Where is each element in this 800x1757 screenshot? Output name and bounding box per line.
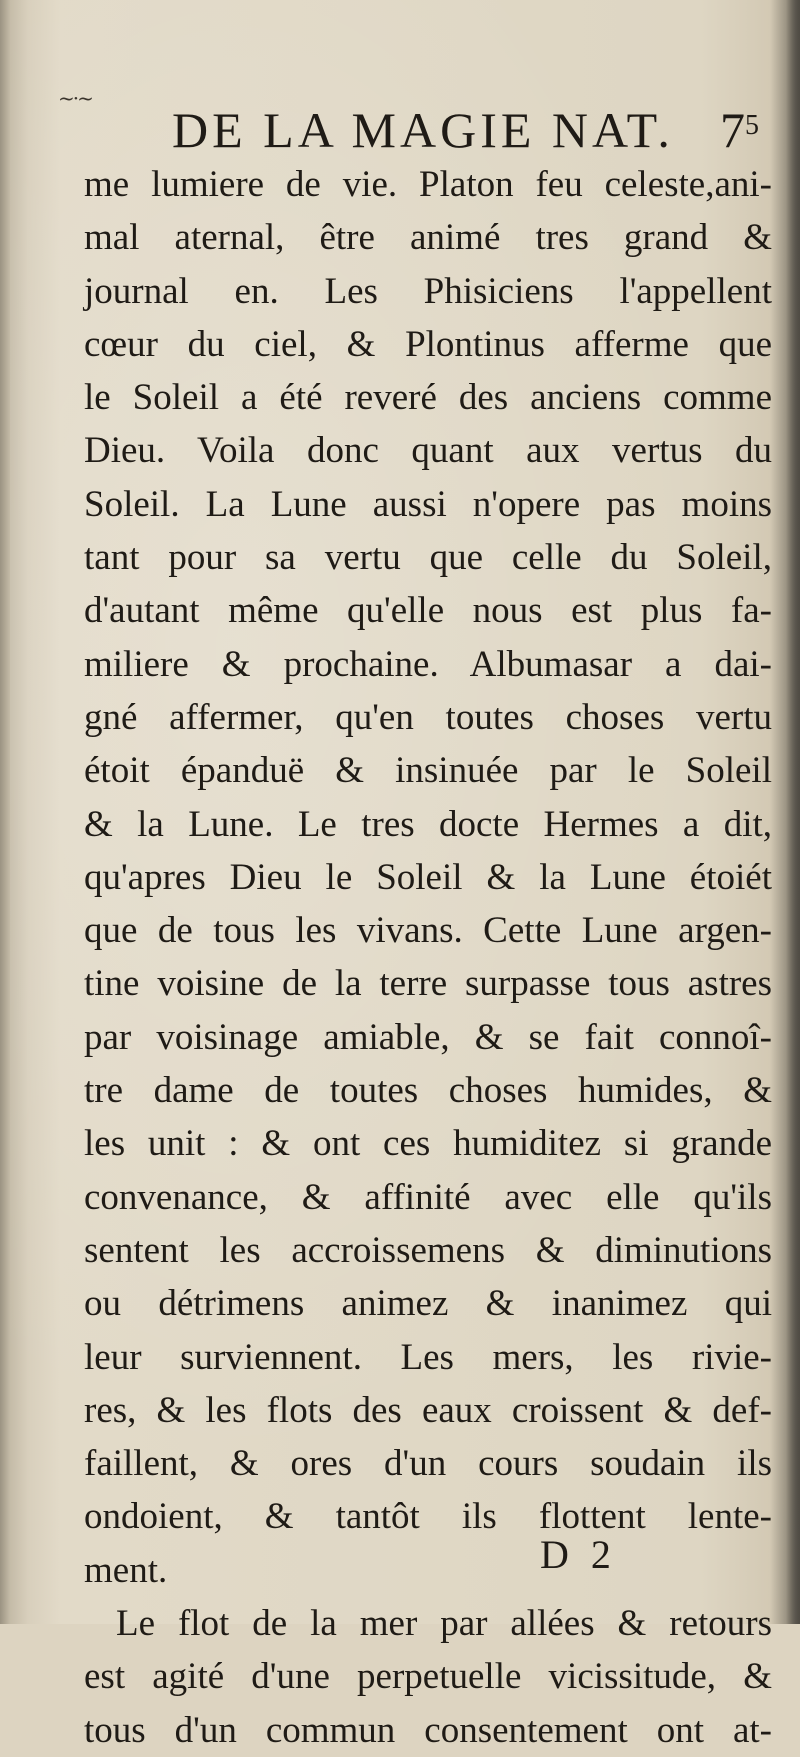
page-number-main: 7 bbox=[720, 102, 745, 158]
text-line: qu'apres Dieu le Soleil & la Lune étoiét bbox=[84, 856, 772, 898]
text-line: Soleil. La Lune aussi n'opere pas moins bbox=[84, 483, 772, 525]
text-line: par voisinage amiable, & se fait connoî- bbox=[84, 1016, 772, 1058]
text-line: mal aternal, être animé tres grand & bbox=[84, 217, 772, 259]
text-line: sentent les accroissemens & diminutions bbox=[84, 1229, 772, 1271]
text-line: ondoient, & tantôt ils flottent lente- bbox=[84, 1496, 772, 1538]
text-line: me lumiere de vie. Platon feu celeste,ani- bbox=[84, 164, 772, 205]
text-line: les unit : & ont ces humiditez si grande bbox=[84, 1123, 772, 1165]
text-line: ou détrimens animez & inanimez qui bbox=[84, 1283, 772, 1325]
text-line: tine voisine de la terre surpasse tous astres bbox=[84, 963, 772, 1005]
text-line: convenance, & affinité avec elle qu'ils bbox=[84, 1176, 772, 1218]
text-line: d'autant même qu'elle nous est plus fa- bbox=[84, 590, 772, 632]
text-line: tous d'un commun consentement ont at- bbox=[84, 1709, 772, 1751]
text-line: & la Lune. Le tres docte Hermes a dit, bbox=[84, 803, 772, 845]
page-number-superscript: 5 bbox=[745, 110, 759, 141]
text-line: res, & les flots des eaux croissent & def- bbox=[84, 1389, 772, 1431]
page-number bbox=[720, 100, 759, 160]
text-line: gné affermer, qu'en toutes choses vertu bbox=[84, 696, 772, 738]
text-line: leur surviennent. Les mers, les rivie- bbox=[84, 1336, 772, 1378]
text-line-paragraph-end: ment. bbox=[84, 1549, 168, 1591]
text-line: miliere & prochaine. Albumasar a dai- bbox=[84, 643, 772, 685]
text-line: faillent, & ores d'un cours soudain ils bbox=[84, 1443, 772, 1485]
running-head bbox=[172, 100, 772, 160]
text-line: étoit épanduë & insinuée par le Soleil bbox=[84, 750, 772, 792]
text-line-paragraph-start: Le flot de la mer par allées & retours bbox=[116, 1603, 772, 1645]
text-line: tant pour sa vertu que celle du Soleil, bbox=[84, 537, 772, 579]
page-gutter-shadow bbox=[786, 0, 800, 1624]
text-line: est agité d'une perpetuelle vicissitude, & bbox=[84, 1656, 772, 1698]
body-text bbox=[84, 158, 772, 1757]
text-line: cœur du ciel, & Plontinus afferme que bbox=[84, 323, 772, 365]
signature-mark: D 2 bbox=[540, 1532, 617, 1577]
text-line: journal en. Les Phisiciens l'appellent bbox=[84, 270, 772, 312]
text-line: le Soleil a été reveré des anciens comme bbox=[84, 377, 772, 419]
text-line: Dieu. Voila donc quant aux vertus du bbox=[84, 430, 772, 472]
running-title: DE LA MAGIE NAT. bbox=[172, 102, 674, 158]
page-left-edge bbox=[0, 0, 10, 1624]
text-line: que de tous les vivans. Cette Lune argen- bbox=[84, 910, 772, 952]
header-ornament: ~·~ bbox=[58, 86, 92, 110]
text-line: tre dame de toutes choses humides, & bbox=[84, 1070, 772, 1112]
